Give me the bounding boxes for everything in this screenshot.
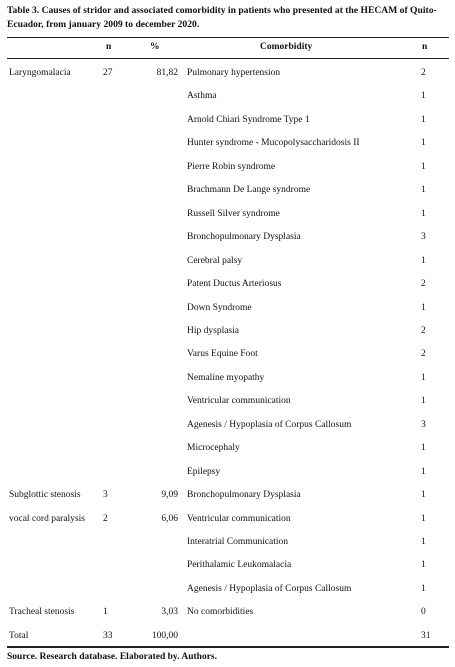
row-n: 2 [103,513,108,524]
row-comorbidity: Patent Ductus Arteriosus [187,279,282,290]
row-count: 1 [421,208,426,219]
row-count: 1 [421,302,426,313]
row-count: 0 [421,607,426,618]
row-comorbidity: Hunter syndrome - Mucopolysaccharidosis II [187,138,360,149]
table-source-note: Source. Research database. Elaborated by. Authors. [7,652,217,662]
row-comorbidity: Pulmonary hypertension [187,68,281,78]
row-comorbidity: Cerebral palsy [187,255,243,266]
row-count: 2 [421,349,426,360]
row-count: 1 [421,91,426,102]
row-comorbidity: Microcephaly [187,443,240,454]
row-comorbidity: Ventricular communication [187,396,291,407]
row-percent: 81,82 [156,68,178,78]
row-n: 1 [103,607,108,618]
row-comorbidity: Arnold Chiari Syndrome Type 1 [187,114,310,125]
row-comorbidity: Ventricular communication [187,513,291,524]
row-comorbidity: Hip dysplasia [187,325,239,336]
row-comorbidity: Bronchopulmonary Dysplasia [187,490,301,501]
row-count: 31 [421,630,431,641]
row-count: 2 [421,325,426,336]
row-count: 1 [421,466,426,477]
row-comorbidity: Bronchopulmonary Dysplasia [187,232,301,243]
row-comorbidity: Agenesis / Hypoplasia of Corpus Callosum [187,419,352,430]
row-percent: 6,06 [161,513,178,524]
row-count: 3 [421,419,426,430]
row-comorbidity: Asthma [187,91,217,102]
header-n: n [106,42,112,52]
row-count: 1 [421,560,426,571]
row-cause: vocal cord paralysis [9,513,85,524]
row-comorbidity: Perithalamic Leukomalacia [187,560,292,571]
row-count: 1 [421,583,426,594]
header-count: n [422,42,428,52]
row-count: 1 [421,185,426,196]
row-count: 1 [421,537,426,547]
row-percent: 100,00 [151,630,178,641]
row-comorbidity: Varus Equine Foot [187,349,258,360]
row-comorbidity: Epilepsy [187,466,221,477]
row-comorbidity: Brachmann De Lange syndrome [187,185,311,196]
row-cause: Subglottic stenosis [9,490,81,501]
row-comorbidity: Nemaline myopathy [187,372,265,383]
header-comorbidity: Comorbidity [260,42,313,52]
header-rule [7,58,449,59]
row-count: 2 [421,279,426,290]
row-count: 1 [421,513,426,524]
row-comorbidity: Agenesis / Hypoplasia of Corpus Callosum [187,583,352,594]
row-n: 33 [103,630,113,641]
row-count: 1 [421,138,426,149]
row-count: 1 [421,255,426,266]
row-count: 1 [421,114,426,125]
row-count: 1 [421,490,426,501]
row-comorbidity: Russell Silver syndrome [187,208,280,219]
row-count: 1 [421,161,426,172]
row-comorbidity: Down Syndrome [187,302,252,313]
row-cause: Total [9,630,29,641]
row-cause: Tracheal stenosis [9,607,75,618]
table-top-rule [7,37,449,38]
row-comorbidity: No comorbidities [187,607,254,618]
row-count: 1 [421,372,426,383]
row-count: 1 [421,396,426,407]
row-comorbidity: Pierre Robin syndrome [187,161,276,172]
table-caption: Table 3. Causes of stridor and associated comorbidity in patients who presented at the HECAM of Quito-Ecuador, from january 2009 to december 2020. [7,5,437,30]
row-comorbidity: Interatrial Communication [187,537,289,547]
row-cause: Laryngomalacia [9,68,71,78]
row-count: 2 [421,68,426,78]
row-count: 1 [421,443,426,454]
row-percent: 3,03 [161,607,178,618]
row-percent: 9,09 [161,490,178,501]
table-bottom-rule [7,646,449,648]
header-percent: % [150,42,160,52]
row-n: 27 [103,68,113,78]
row-n: 3 [103,490,108,501]
row-count: 3 [421,232,426,243]
